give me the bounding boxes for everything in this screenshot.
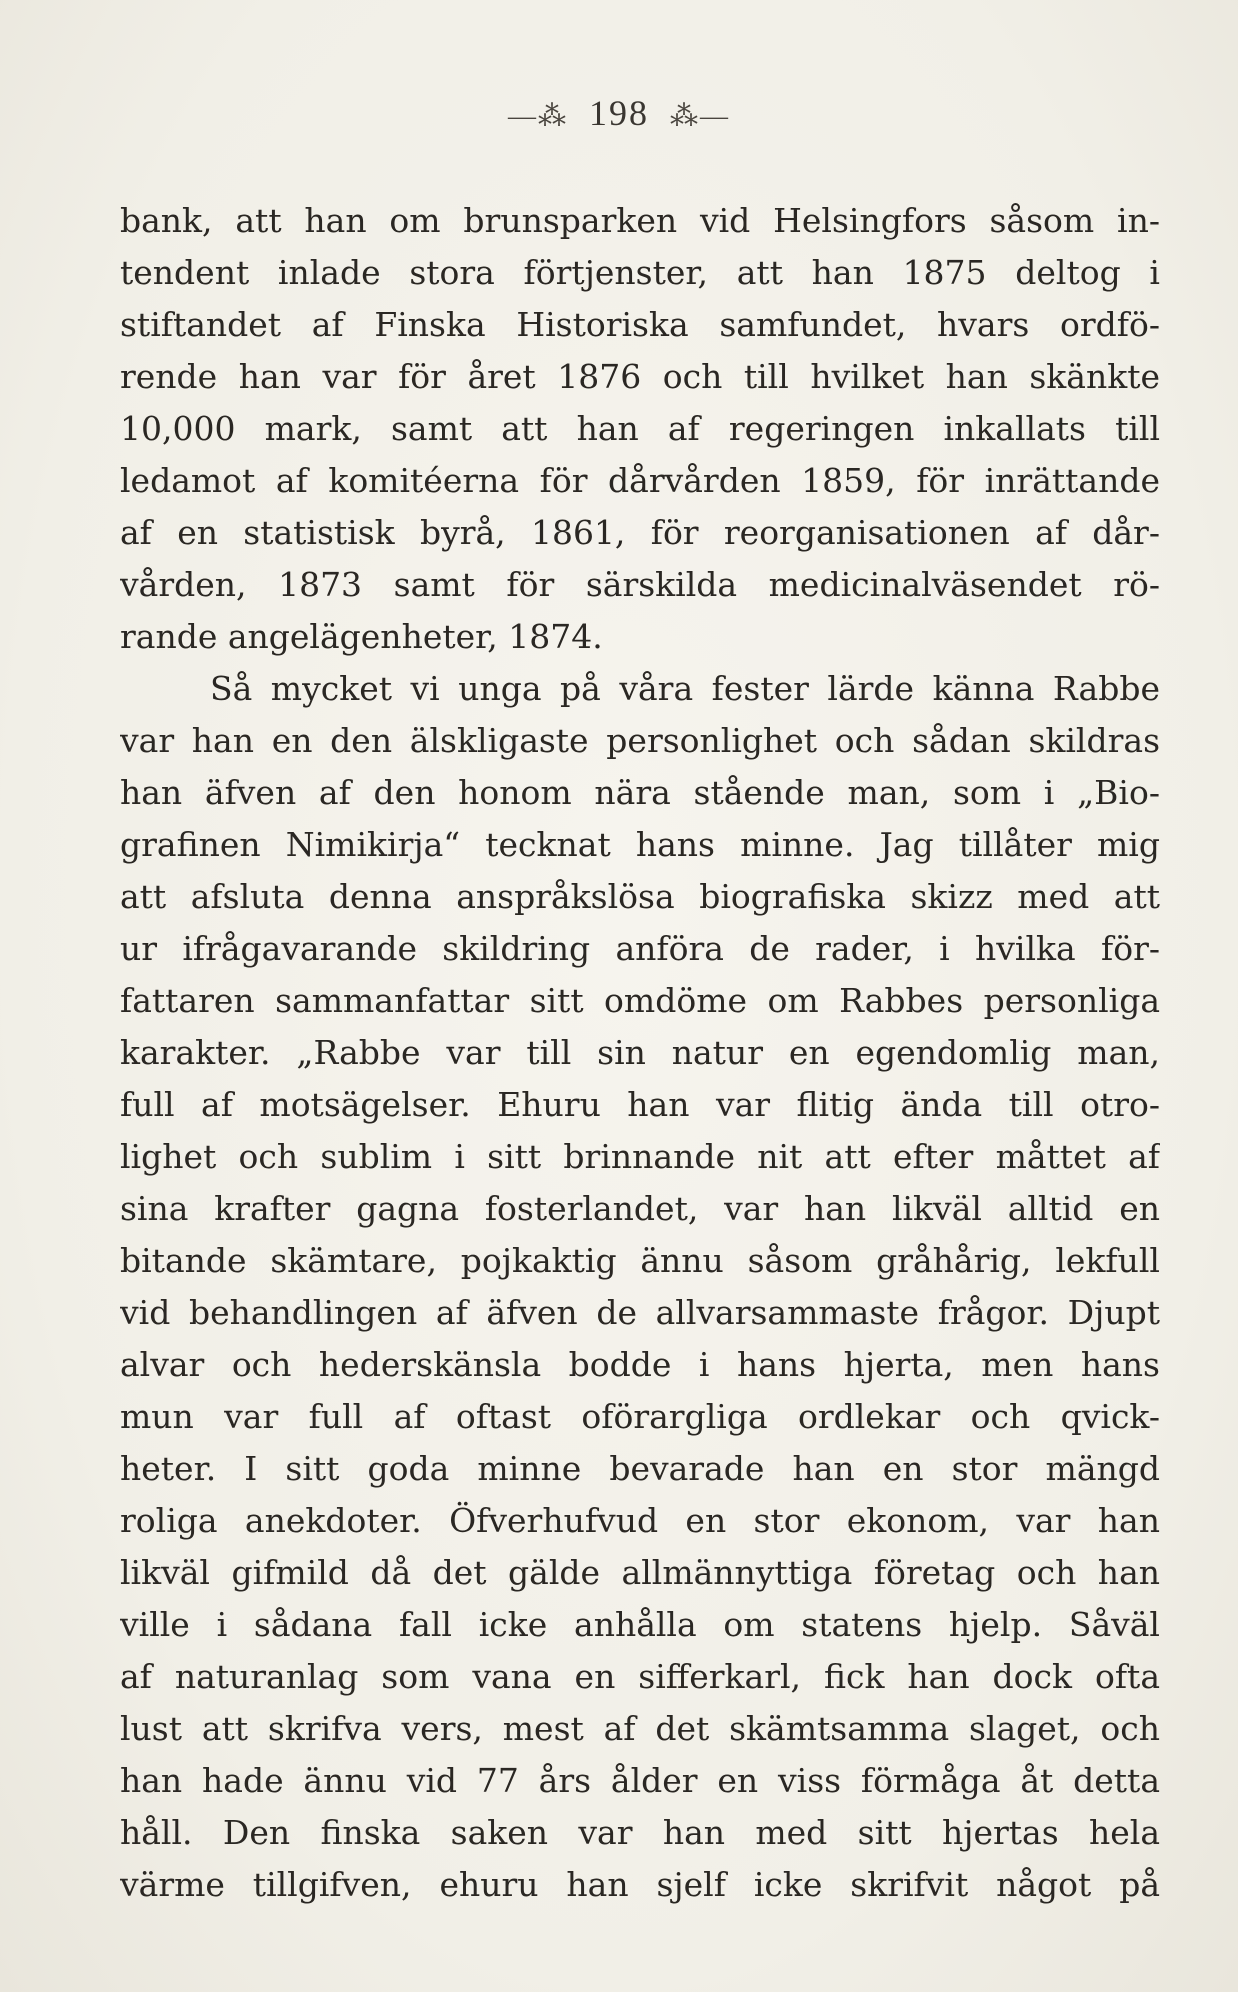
text-line: att afsluta denna anspråkslösa biografiska skizz med att (120, 877, 1160, 916)
ornament-right: ⁂— (670, 101, 730, 132)
text-line: grafinen Nimikirja“ tecknat hans minne. Jag tillåter mig (120, 825, 1160, 864)
text-line: karakter. „Rabbe var till sin natur en egendomlig man, (120, 1033, 1160, 1072)
text-line: af en statistisk byrå, 1861, för reorganisationen af dår- (120, 513, 1160, 552)
text-line: heter. I sitt goda minne bevarade han en stor mängd (120, 1449, 1160, 1488)
text-line: likväl gifmild då det gälde allmännyttiga företag och han (120, 1553, 1160, 1592)
text-line: bitande skämtare, pojkaktig ännu såsom gråhårig, lekfull (120, 1241, 1160, 1280)
text-line: rende han var för året 1876 och till hvilket han skänkte (120, 357, 1160, 396)
text-line: rande angelägenheter, 1874. (120, 617, 603, 656)
body-text (120, 195, 1160, 1911)
text-line: af naturanlag som vana en sifferkarl, fick han dock ofta (120, 1657, 1160, 1696)
text-line: mun var full af oftast oförargliga ordlekar och qvick- (120, 1397, 1160, 1436)
page-header (0, 92, 1238, 134)
text-line: värme tillgifven, ehuru han sjelf icke skrifvit något på (120, 1865, 1160, 1904)
text-line: fattaren sammanfattar sitt omdöme om Rabbes personliga (120, 981, 1160, 1020)
text-line: sina krafter gagna fosterlandet, var han likväl alltid en (120, 1189, 1160, 1228)
text-line: ledamot af komitéerna för dårvården 1859, för inrättande (120, 461, 1160, 500)
text-line: bank, att han om brunsparken vid Helsingfors såsom in- (120, 201, 1160, 240)
text-line: håll. Den finska saken var han med sitt hjertas hela (120, 1813, 1160, 1852)
text-line: han hade ännu vid 77 års ålder en viss förmåga åt detta (120, 1761, 1160, 1800)
text-line: stiftandet af Finska Historiska samfundet, hvars ordfö- (120, 305, 1160, 344)
text-line: lighet och sublim i sitt brinnande nit att efter måttet af (120, 1137, 1160, 1176)
text-line: 10,000 mark, samt att han af regeringen inkallats till (120, 409, 1160, 448)
text-line: tendent inlade stora förtjenster, att han 1875 deltog i (120, 253, 1160, 292)
text-line: ur ifrågavarande skildring anföra de rader, i hvilka för- (120, 929, 1160, 968)
text-line: var han en den älskligaste personlighet och sådan skildras (120, 721, 1160, 760)
text-line: ville i sådana fall icke anhålla om statens hjelp. Såväl (120, 1605, 1160, 1644)
text-line: han äfven af den honom nära stående man, som i „Bio- (120, 773, 1160, 812)
text-line: alvar och hederskänsla bodde i hans hjerta, men hans (120, 1345, 1160, 1384)
text-line: roliga anekdoter. Öfverhufvud en stor ekonom, var han (120, 1501, 1160, 1540)
ornament-left: —⁂ (508, 101, 568, 132)
text-line: Så mycket vi unga på våra fester lärde känna Rabbe (210, 669, 1160, 708)
text-line: lust att skrifva vers, mest af det skämtsamma slaget, och (120, 1709, 1160, 1748)
text-line: vid behandlingen af äfven de allvarsammaste frågor. Djupt (120, 1293, 1160, 1332)
text-line: full af motsägelser. Ehuru han var flitig ända till otro- (120, 1085, 1160, 1124)
page-number: 198 (589, 93, 649, 133)
text-line: vården, 1873 samt för särskilda medicinalväsendet rö- (120, 565, 1160, 604)
